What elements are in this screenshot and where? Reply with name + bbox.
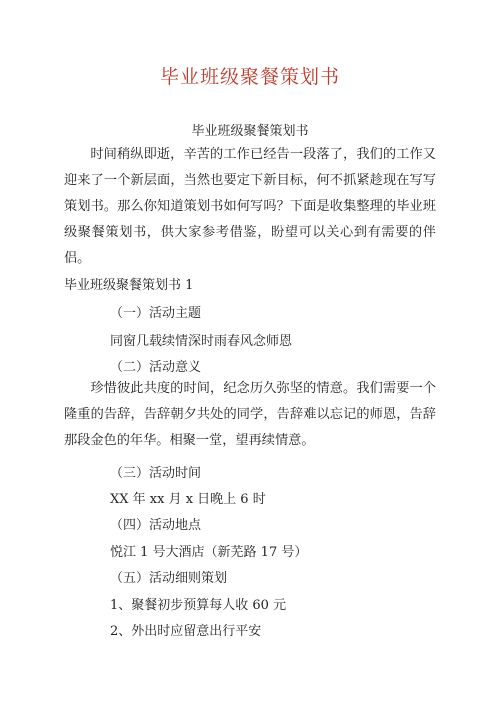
theme-text: 同窗几载续情深时雨春风念师恩 (110, 334, 293, 349)
document-subtitle: 毕业班级聚餐策划书 (191, 124, 309, 139)
plan-item-2: 2、外出时应留意出行平安 (110, 624, 262, 639)
meaning-heading: （二）活动意义 (110, 360, 202, 375)
time-heading: （三）活动时间 (110, 466, 202, 481)
place-heading: （四）活动地点 (110, 518, 202, 533)
meaning-paragraph: 珍惜彼此共度的时间，纪念历久弥坚的情意。我们需要一个隆重的告辞，告辞朝夕共处的同学，告辞难以忘记的师恩，告辞那段金色的年华。相聚一堂，望再续情意。 (64, 381, 436, 448)
theme-heading: （一）活动主题 (110, 306, 202, 321)
place-text: 悦江 1 号大酒店（新芜路 17 号） (110, 545, 308, 560)
plan-heading: （五）活动细则策划 (110, 571, 228, 586)
plan-item-1: 1、聚餐初步预算每人收 60 元 (110, 598, 287, 613)
document-title: 毕业班级聚餐策划书 (159, 66, 340, 88)
section-heading: 毕业班级聚餐策划书 1 (64, 278, 194, 293)
intro-paragraph: 时间稍纵即逝，辛苦的工作已经告一段落了，我们的工作又迎来了一个新层面，当然也要定下新目标，何不抓紧趁现在写写策划书。那么你知道策划书如何写吗？下面是收集整理的毕业班级聚餐策划书，供大家参考借鉴，盼望可以关心到有需要的伴侣。 (64, 147, 436, 266)
time-text: XX 年 xx 月 x 日晚上 6 时 (110, 492, 266, 507)
